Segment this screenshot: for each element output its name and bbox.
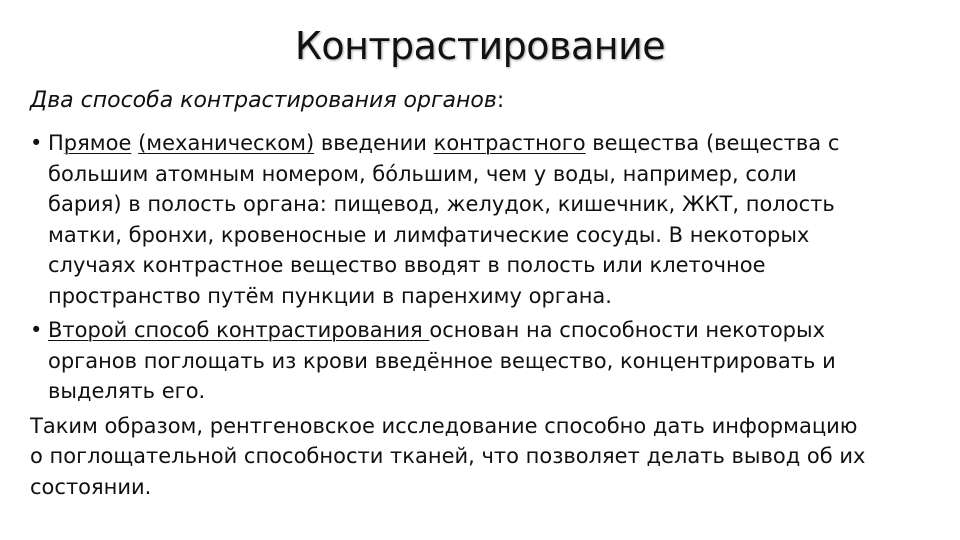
conclusion-line: Таким образом, рентгеновское исследование способно дать информацию (30, 413, 858, 438)
text-run: П (48, 131, 64, 155)
subtitle-colon: : (496, 88, 505, 113)
underlined-term: Второй способ контрастирования (48, 318, 430, 342)
slide-body (30, 128, 930, 502)
text-run: введении (314, 131, 434, 155)
underlined-term: рямое (63, 131, 132, 155)
conclusion-line: о поглощательной способности тканей, что позволяет делать вывод об их (30, 444, 866, 468)
bullet-direct-method (30, 128, 930, 311)
text-run: вещества (вещества с (585, 131, 840, 155)
underlined-term: (механическом) (138, 131, 315, 155)
bullet-line: матки, бронхи, кровеносные и лимфатические сосуды. В некоторых (48, 222, 810, 247)
bullet-line (48, 128, 930, 159)
bullet-line: случаях контрастное вещество вводят в полость или клеточное (48, 253, 766, 277)
bullet-line: пространство путём пункции в паренхиму органа. (48, 283, 612, 308)
bullet-line: органов поглощать из крови введённое вещество, концентрировать и (48, 348, 836, 373)
underlined-term: контрастного (433, 131, 586, 155)
conclusion-line: состоянии. (30, 474, 152, 499)
bullet-line: выделять его. (48, 379, 206, 403)
text-run: основан на способности некоторых (429, 318, 826, 342)
bullet-marker: • (30, 318, 43, 342)
subtitle-text: Два способа контрастирования органов (30, 88, 497, 113)
bullet-line: большим атомным номером, бóльшим, чем у воды, например, соли (48, 161, 797, 186)
bullet-line: бария) в полость органа: пищевод, желудок, кишечник, ЖКТ, полость (48, 192, 835, 216)
slide-title: Контрастирование (294, 24, 666, 68)
slide-subtitle (30, 86, 504, 116)
bullet-second-method (30, 315, 930, 407)
conclusion-paragraph (30, 411, 930, 503)
bullet-line (48, 315, 930, 346)
bullet-marker: • (30, 131, 43, 155)
